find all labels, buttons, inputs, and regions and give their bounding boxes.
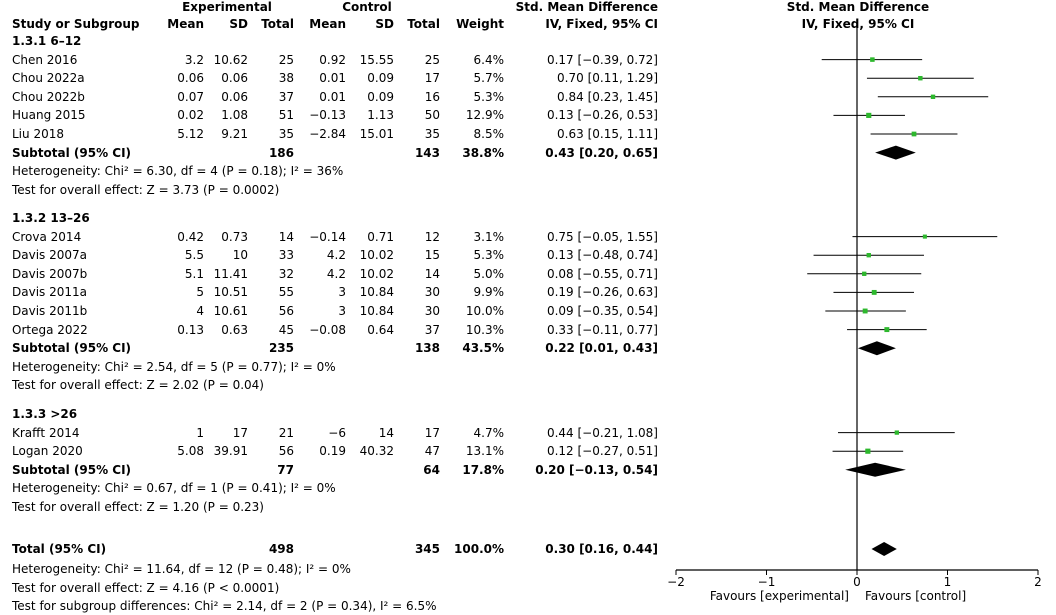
cell-sd-e: 39.91 xyxy=(213,444,248,459)
col-sd-e: SD xyxy=(229,17,248,31)
cell-mean-e: 5.5 xyxy=(184,248,204,263)
cell-weight: 10.3% xyxy=(465,322,504,337)
cell-weight: 38.8% xyxy=(462,145,504,160)
cell-total-e: 38 xyxy=(278,71,294,86)
cell-total-c: 138 xyxy=(414,341,440,356)
cell-ci-text: 0.75 [−0.05, 1.55] xyxy=(546,229,658,244)
col-weight: Weight xyxy=(456,17,504,31)
col-mean-c: Mean xyxy=(309,17,346,31)
cell-sd-c: 10.02 xyxy=(359,248,394,263)
point-marker xyxy=(912,132,917,137)
point-marker xyxy=(865,449,870,454)
cell-sd-e: 1.08 xyxy=(221,108,248,123)
pooled-diamond xyxy=(875,146,916,160)
cell-mean-e: 5 xyxy=(196,285,204,300)
cell-mean-e: 5.12 xyxy=(177,127,204,141)
cell-ci-text: 0.19 [−0.26, 0.63] xyxy=(546,285,658,300)
cell-sd-c: 0.09 xyxy=(367,89,394,104)
xlabel-left: Favours [experimental] xyxy=(709,589,849,603)
cell-sd-e: 17 xyxy=(232,425,248,440)
cell-total-e: 498 xyxy=(268,542,294,556)
group-experimental: Experimental xyxy=(182,0,272,14)
cell-sd-c: 0.09 xyxy=(367,71,394,86)
cell-sd-c: 0.71 xyxy=(367,229,394,244)
col-total-e: Total xyxy=(261,17,294,31)
cell-name: Huang 2015 xyxy=(12,108,86,123)
cell-ci-text: 0.63 [0.15, 1.11] xyxy=(557,127,658,141)
cell-mean-e: 0.13 xyxy=(177,322,204,337)
cell-sd-e: 10.51 xyxy=(213,285,248,300)
cell-total-e: 77 xyxy=(277,462,294,477)
cell-total-c: 50 xyxy=(424,108,440,123)
x-tick-label: 2 xyxy=(1034,575,1042,589)
cell-name: Davis 2011b xyxy=(12,304,88,318)
cell-total-c: 47 xyxy=(424,444,440,459)
cell-total-e: 56 xyxy=(278,304,294,318)
cell-mean-c: 4.2 xyxy=(326,266,346,281)
col-sd-c: SD xyxy=(375,17,394,31)
cell-weight: 10.0% xyxy=(465,304,504,318)
cell-total-c: 17 xyxy=(424,425,440,440)
cell-weight: 100.0% xyxy=(454,542,504,556)
cell-total-e: 55 xyxy=(278,285,294,300)
subgroup-differences-text: Test for subgroup differences: Chi² = 2.14, df = 2 (P = 0.34), I² = 6.5% xyxy=(12,599,437,613)
point-marker xyxy=(923,235,927,239)
cell-ci-text: 0.17 [−0.39, 0.72] xyxy=(546,52,658,67)
cell-mean-c: 4.2 xyxy=(326,248,346,263)
subgroup-label: 1.3.1 6–12 xyxy=(12,34,82,48)
cell-sd-e: 0.06 xyxy=(221,71,248,86)
heterogeneity-text: Heterogeneity: Chi² = 6.30, df = 4 (P = 0.18); I² = 36% xyxy=(12,164,344,179)
cell-ci-text: 0.13 [−0.48, 0.74] xyxy=(546,248,658,263)
cell-name: Subtotal (95% CI) xyxy=(12,462,132,477)
total-overall-effect-text: Test for overall effect: Z = 4.16 (P < 0.0001) xyxy=(12,581,280,595)
cell-ci-text: 0.13 [−0.26, 0.53] xyxy=(546,108,658,123)
cell-total-e: 14 xyxy=(278,229,294,244)
subgroup-label: 1.3.2 13–26 xyxy=(12,211,90,225)
cell-sd-e: 11.41 xyxy=(213,266,248,281)
cell-weight: 5.7% xyxy=(473,71,504,86)
cell-mean-e: 4 xyxy=(196,304,204,318)
cell-sd-c: 10.84 xyxy=(359,304,394,318)
cell-weight: 12.9% xyxy=(465,108,504,123)
point-marker xyxy=(918,76,922,80)
cell-name: Crova 2014 xyxy=(12,229,82,244)
cell-ci-text: 0.08 [−0.55, 0.71] xyxy=(546,266,658,281)
cell-sd-e: 0.73 xyxy=(221,229,248,244)
cell-ci-text: 0.43 [0.20, 0.65] xyxy=(545,145,658,160)
cell-mean-c: −6 xyxy=(328,425,346,440)
cell-sd-c: 1.13 xyxy=(367,108,394,123)
cell-ci-text: 0.12 [−0.27, 0.51] xyxy=(546,444,658,459)
cell-mean-c: 3 xyxy=(338,285,346,300)
total-heterogeneity-text: Heterogeneity: Chi² = 11.64, df = 12 (P = 0.48); I² = 0% xyxy=(12,562,351,576)
cell-sd-c: 14 xyxy=(378,425,394,440)
cell-sd-e: 10 xyxy=(232,248,248,263)
col-study: Study or Subgroup xyxy=(12,17,140,31)
x-tick-label: 0 xyxy=(853,575,861,589)
cell-ci-text: 0.70 [0.11, 1.29] xyxy=(557,71,658,86)
cell-mean-e: 0.06 xyxy=(177,71,204,86)
cell-weight: 43.5% xyxy=(462,341,504,356)
cell-ci-text: 0.20 [−0.13, 0.54] xyxy=(535,462,658,477)
cell-total-c: 17 xyxy=(424,71,440,86)
cell-total-e: 21 xyxy=(278,425,294,440)
cell-weight: 5.3% xyxy=(473,89,504,104)
cell-name: Chou 2022a xyxy=(12,71,85,86)
x-tick-label: −2 xyxy=(667,575,685,589)
cell-sd-e: 0.06 xyxy=(221,89,248,104)
point-marker xyxy=(884,327,889,332)
point-marker xyxy=(863,309,868,314)
cell-total-c: 143 xyxy=(414,145,440,160)
cell-weight: 8.5% xyxy=(473,127,504,141)
cell-total-e: 32 xyxy=(278,266,294,281)
cell-sd-e: 9.21 xyxy=(221,127,248,141)
cell-name: Krafft 2014 xyxy=(12,425,80,440)
cell-total-c: 16 xyxy=(424,89,440,104)
cell-mean-c: 3 xyxy=(338,304,346,318)
point-marker xyxy=(872,290,877,295)
effect-sub: IV, Fixed, 95% CI xyxy=(545,17,658,31)
cell-weight: 3.1% xyxy=(473,229,504,244)
cell-weight: 5.3% xyxy=(473,248,504,263)
plot-title: Std. Mean Difference xyxy=(786,0,930,14)
cell-sd-e: 10.61 xyxy=(213,304,248,318)
cell-mean-c: 0.92 xyxy=(319,52,346,67)
cell-mean-c: −2.84 xyxy=(309,127,346,141)
cell-weight: 13.1% xyxy=(465,444,504,459)
cell-mean-c: 0.01 xyxy=(319,71,346,86)
cell-weight: 4.7% xyxy=(473,425,504,440)
cell-mean-c: 0.19 xyxy=(319,444,346,459)
cell-mean-e: 5.1 xyxy=(184,266,204,281)
cell-total-c: 345 xyxy=(414,542,440,556)
pooled-diamond xyxy=(845,463,906,477)
cell-sd-c: 10.84 xyxy=(359,285,394,300)
cell-weight: 17.8% xyxy=(462,462,504,477)
cell-mean-e: 3.2 xyxy=(184,52,204,67)
cell-name: Ortega 2022 xyxy=(12,322,88,337)
cell-ci-text: 0.84 [0.23, 1.45] xyxy=(557,89,658,104)
cell-total-e: 56 xyxy=(278,444,294,459)
point-marker xyxy=(866,113,871,118)
cell-weight: 9.9% xyxy=(473,285,504,300)
cell-mean-e: 0.42 xyxy=(177,229,204,244)
cell-name: Davis 2007b xyxy=(12,266,88,281)
cell-sd-e: 0.63 xyxy=(221,322,248,337)
point-marker xyxy=(862,272,866,276)
plot-sub: IV, Fixed, 95% CI xyxy=(801,17,915,31)
cell-total-e: 45 xyxy=(278,322,294,337)
cell-sd-c: 10.02 xyxy=(359,266,394,281)
cell-total-c: 64 xyxy=(423,462,440,477)
cell-sd-c: 0.64 xyxy=(367,322,394,337)
col-total-c: Total xyxy=(407,17,440,31)
heterogeneity-text: Heterogeneity: Chi² = 0.67, df = 1 (P = 0.41); I² = 0% xyxy=(12,481,336,496)
cell-total-e: 186 xyxy=(268,145,294,160)
overall-effect-text: Test for overall effect: Z = 2.02 (P = 0.04) xyxy=(12,378,264,393)
group-control: Control xyxy=(342,0,392,14)
cell-sd-c: 15.55 xyxy=(359,52,394,67)
cell-mean-c: 0.01 xyxy=(319,89,346,104)
cell-name: Chou 2022b xyxy=(12,89,85,104)
cell-sd-e: 10.62 xyxy=(213,52,248,67)
cell-weight: 5.0% xyxy=(473,266,504,281)
cell-name: Chen 2016 xyxy=(12,52,78,67)
cell-mean-e: 0.02 xyxy=(177,108,204,123)
cell-name: Subtotal (95% CI) xyxy=(12,145,132,160)
cell-name: Subtotal (95% CI) xyxy=(12,341,132,356)
cell-sd-c: 15.01 xyxy=(359,127,394,141)
cell-total-e: 25 xyxy=(278,52,294,67)
pooled-diamond xyxy=(858,341,896,355)
cell-total-c: 14 xyxy=(424,266,440,281)
cell-mean-c: −0.14 xyxy=(309,229,346,244)
cell-total-c: 30 xyxy=(424,304,440,318)
cell-ci-text: 0.22 [0.01, 0.43] xyxy=(545,341,658,356)
pooled-diamond xyxy=(872,542,897,556)
x-tick-label: −1 xyxy=(757,575,776,589)
cell-total-c: 12 xyxy=(424,229,440,244)
point-marker xyxy=(895,430,899,434)
effect-title: Std. Mean Difference xyxy=(515,0,658,14)
cell-ci-text: 0.09 [−0.35, 0.54] xyxy=(546,304,658,318)
cell-name: Liu 2018 xyxy=(12,127,64,141)
cell-mean-e: 0.07 xyxy=(177,89,204,104)
cell-total-c: 15 xyxy=(424,248,440,263)
subgroup-label: 1.3.3 >26 xyxy=(12,407,78,421)
cell-ci-text: 0.44 [−0.21, 1.08] xyxy=(546,425,658,440)
cell-name: Davis 2007a xyxy=(12,248,87,263)
cell-weight: 6.4% xyxy=(473,52,504,67)
cell-total-e: 235 xyxy=(268,341,294,356)
cell-name: Logan 2020 xyxy=(12,444,83,459)
cell-total-e: 51 xyxy=(278,108,294,123)
cell-total-e: 37 xyxy=(278,89,294,104)
xlabel-right: Favours [control] xyxy=(865,589,967,603)
cell-total-c: 37 xyxy=(424,322,440,337)
heterogeneity-text: Heterogeneity: Chi² = 2.54, df = 5 (P = 0.77); I² = 0% xyxy=(12,359,336,374)
cell-total-c: 25 xyxy=(424,52,440,67)
cell-ci-text: 0.33 [−0.11, 0.77] xyxy=(546,322,658,337)
point-marker xyxy=(867,253,871,257)
cell-mean-c: −0.13 xyxy=(309,108,346,123)
cell-mean-c: −0.08 xyxy=(309,322,346,337)
cell-mean-e: 1 xyxy=(196,425,204,440)
point-marker xyxy=(931,95,935,99)
col-mean-e: Mean xyxy=(167,17,204,31)
point-marker xyxy=(870,57,875,62)
cell-total-e: 33 xyxy=(278,248,294,263)
cell-name: Davis 2011a xyxy=(12,285,87,300)
cell-name: Total (95% CI) xyxy=(12,542,107,556)
x-tick-label: 1 xyxy=(943,575,952,589)
cell-total-e: 35 xyxy=(278,127,294,141)
overall-effect-text: Test for overall effect: Z = 3.73 (P = 0.0002) xyxy=(12,182,280,197)
overall-effect-text: Test for overall effect: Z = 1.20 (P = 0.23) xyxy=(12,500,264,514)
cell-total-c: 30 xyxy=(424,285,440,300)
cell-mean-e: 5.08 xyxy=(177,444,204,459)
cell-ci-text: 0.30 [0.16, 0.44] xyxy=(545,542,658,556)
cell-total-c: 35 xyxy=(424,127,440,141)
cell-sd-c: 40.32 xyxy=(359,444,394,459)
